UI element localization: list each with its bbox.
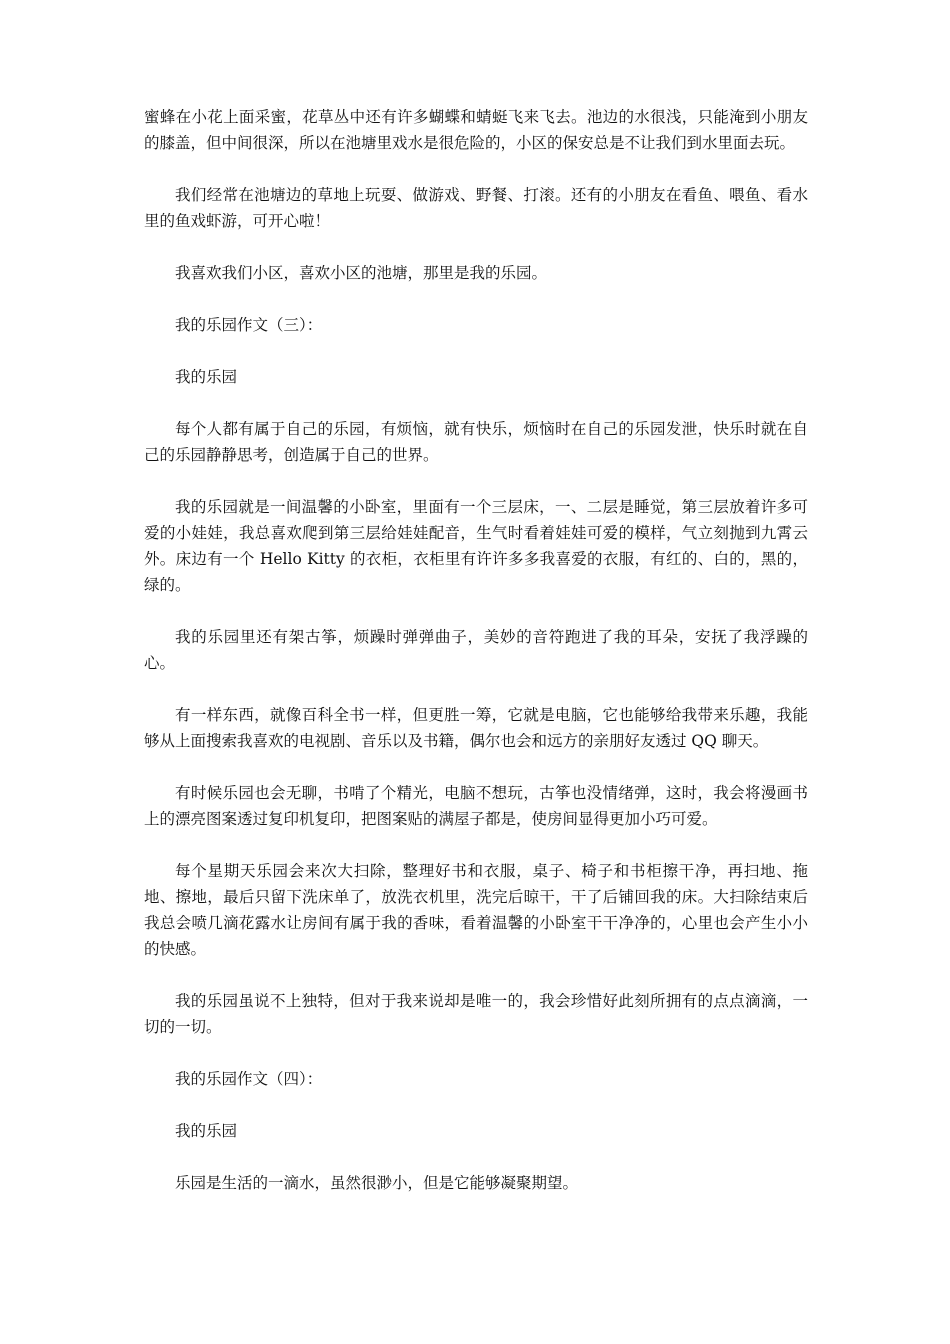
paragraph-continued: 蜜蜂在小花上面采蜜，花草丛中还有许多蝴蝶和蜻蜓飞来飞去。池边的水很浅，只能淹到小朋友的膝盖，但中间很深，所以在池塘里戏水是很危险的，小区的保安总是不让我们到水里面去玩。	[144, 108, 808, 152]
essay-title: 我的乐园	[175, 1122, 238, 1140]
essay-heading: 我的乐园作文（四）：	[175, 1070, 323, 1088]
paragraph: 我们经常在池塘边的草地上玩耍、做游戏、野餐、打滚。还有的小朋友在看鱼、喂鱼、看水里的鱼戏虾游，可开心啦！	[144, 186, 808, 230]
paragraph: 有一样东西，就像百科全书一样，但更胜一筹，它就是电脑，它也能够给我带来乐趣，我能够从上面搜索我喜欢的电视剧、音乐以及书籍，偶尔也会和远方的亲朋好友透过 QQ 聊天。	[144, 706, 808, 750]
paragraph: 我的乐园里还有架古筝，烦躁时弹弹曲子，美妙的音符跑进了我的耳朵，安抚了我浮躁的心。	[144, 628, 808, 672]
paragraph: 每个星期天乐园会来次大扫除，整理好书和衣服，桌子、椅子和书柜擦干净，再扫地、拖地、擦地，最后只留下洗床单了，放洗衣机里，洗完后晾干，干了后铺回我的床。大扫除结束后我总会喷几滴花露水让房间有属于我的香味，看着温馨的小卧室干干净净的，心里也会产生小小的快感。	[144, 862, 808, 958]
paragraph: 我的乐园就是一间温馨的小卧室，里面有一个三层床，一、二层是睡觉，第三层放着许多可爱的小娃娃，我总喜欢爬到第三层给娃娃配音，生气时看着娃娃可爱的模样，气立刻抛到九霄云外。床边有一个 Hello Kitty 的衣柜，衣柜里有许许多多我喜爱的衣服，有红的、白的，黑的，绿的。	[144, 498, 808, 594]
paragraph: 我喜欢我们小区，喜欢小区的池塘，那里是我的乐园。	[175, 264, 548, 282]
essay-heading: 我的乐园作文（三）：	[175, 316, 323, 334]
document-page	[144, 104, 808, 1222]
paragraph: 乐园是生活的一滴水，虽然很渺小，但是它能够凝聚期望。	[175, 1174, 579, 1192]
essay-title: 我的乐园	[175, 368, 238, 386]
paragraph: 我的乐园虽说不上独特，但对于我来说却是唯一的，我会珍惜好此刻所拥有的点点滴滴，一切的一切。	[144, 992, 808, 1036]
paragraph: 每个人都有属于自己的乐园，有烦恼，就有快乐，烦恼时在自己的乐园发泄，快乐时就在自己的乐园静静思考，创造属于自己的世界。	[144, 420, 808, 464]
paragraph: 有时候乐园也会无聊，书啃了个精光，电脑不想玩，古筝也没情绪弹，这时，我会将漫画书上的漂亮图案透过复印机复印，把图案贴的满屋子都是，使房间显得更加小巧可爱。	[144, 784, 808, 828]
